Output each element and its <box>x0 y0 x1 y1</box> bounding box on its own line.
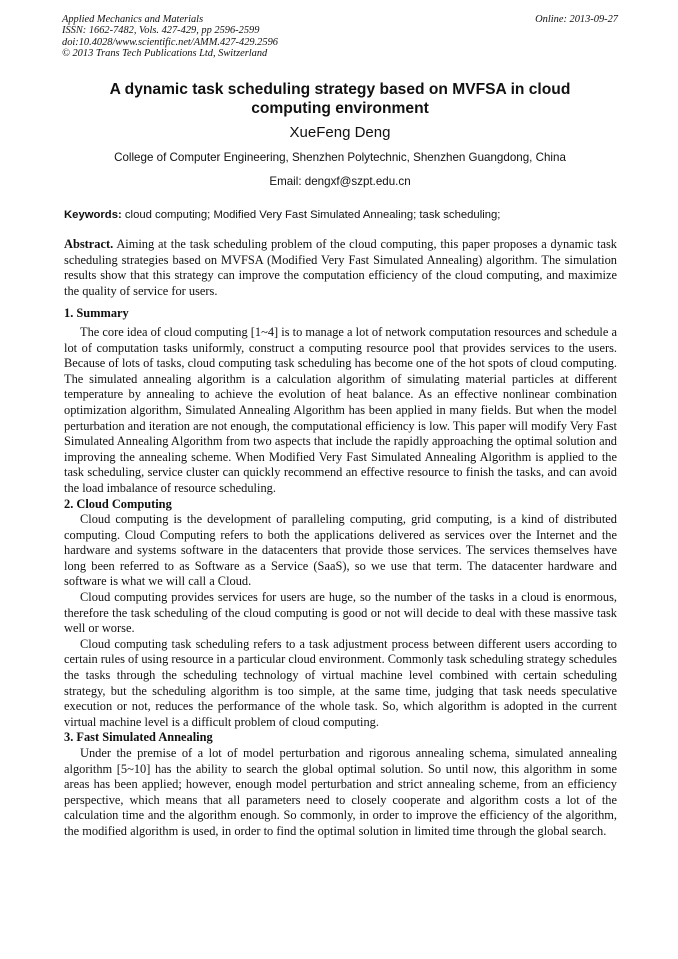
keywords <box>64 208 618 222</box>
journal-header <box>62 14 618 60</box>
paper-body <box>64 237 617 840</box>
section-heading-fast-simulated-annealing: 3. Fast Simulated Annealing <box>64 730 213 745</box>
online-date: Online: 2013-09-27 <box>535 14 618 25</box>
section-heading-summary: 1. Summary <box>64 306 129 321</box>
title-line-2: computing environment <box>251 100 429 117</box>
title-line-1: A dynamic task scheduling strategy based on MVFSA in cloud <box>109 81 571 98</box>
abstract-text: Aiming at the task scheduling problem of the cloud computing, this paper proposes a dynamic task scheduling strategies based on MVFSA (Modified Very Fast Simulated Annealing) algorithm. The simulation results show that this strategy can improve the computation efficiency of the cloud computing, and maximize the quality of service for users. <box>64 237 617 298</box>
fast-simulated-annealing-paragraph: Under the premise of a lot of model perturbation and rigorous annealing schema, simulated annealing algorithm [5~10] has the ability to search the global optimal solution. So until now, this algorithm in some areas has been applied; however, enough model perturbation and strict annealing scheme, from an efficiency perspective, which means that all parameters need to closely cooperate and algorithm costs a lot of the calculation time and the algorithm enough. So commonly, in order to improve the efficiency of the algorithm, the modified algorithm is used, in order to find the optimal solution in limited time through the global search. <box>64 746 617 838</box>
doi-line: doi:10.4028/www.scientific.net/AMM.427-429.2596 <box>62 36 278 48</box>
issn-line: ISSN: 1662-7482, Vols. 427-429, pp 2596-2599 <box>62 25 260 37</box>
cloud-computing-paragraph-1: Cloud computing is the development of paralleling computing, grid computing, is a kind of distributed computing. Cloud Computing refers to both the applications delivered as services over the Internet and the hardware and systems software in the datacenters that provide those services. The services themselves have long been referred to as Software as a Service (SaaS), so we use that term. The datacenter hardware and software is what we will call a Cloud. <box>64 512 617 589</box>
journal-name: Applied Mechanics and Materials <box>62 14 204 25</box>
paper-title <box>62 80 618 118</box>
keywords-label: Keywords: <box>64 209 122 221</box>
abstract <box>64 237 617 299</box>
author-name: XueFeng Deng <box>289 124 391 141</box>
copyright-line: © 2013 Trans Tech Publications Ltd, Switzerland <box>62 48 268 60</box>
cloud-computing-paragraph-2: Cloud computing provides services for users are huge, so the number of the tasks in a cloud is enormous, therefore the task scheduling of the cloud computing is good or not will decide to deal with these massive task well or worse. <box>64 590 617 636</box>
author-email: Email: dengxf@szpt.edu.cn <box>269 175 411 188</box>
section-heading-cloud-computing: 2. Cloud Computing <box>64 496 172 511</box>
author-affiliation: College of Computer Engineering, Shenzhen Polytechnic, Shenzhen Guangdong, China <box>114 151 566 164</box>
abstract-label: Abstract. <box>64 237 114 251</box>
keywords-text: cloud computing; Modified Very Fast Simulated Annealing; task scheduling; <box>121 209 501 221</box>
summary-paragraph: The core idea of cloud computing [1~4] is to manage a lot of network computation resources and schedule a lot of computation tasks uniformly, construct a computing resource pool that provides services to the users. Because of lots of tasks, cloud computing task scheduling has become one of the hot spots of cloud computing. The simulated annealing algorithm is a calculation algorithm of simulating material particles at different temperature by annealing to achieve the evolution of heat balance. As an effective nonlinear combination optimization algorithm, Simulated Annealing Algorithm has been applied in many fields. But when the model perturbation and iteration are not enough, the computational efficiency is low. This paper will modify Very Fast Simulated Annealing Algorithm from two aspects that include the rapidly approaching the optimal solution and improving the annealing scheme. When Modified Very Fast Simulated Annealing Algorithm is applied to the task scheduling, service cluster can quickly recommend an effective resource to finish the tasks, and can avoid the load imbalance of resource scheduling. <box>64 324 617 495</box>
cloud-computing-paragraph-3: Cloud computing task scheduling refers to a task adjustment process between different users according to certain rules of using resource in a particular cloud environment. Commonly task scheduling strategy schedules the tasks through the scheduling technology of virtual machine level combined with certain scheduling strategy, but the scheduling algorithm is too simple, at the same time, judging that task needs speculative execution or not, reduces the performance of the whole task. So, which algorithm is adopted in the current virtual machine level is a difficult problem of cloud computing. <box>64 636 617 729</box>
